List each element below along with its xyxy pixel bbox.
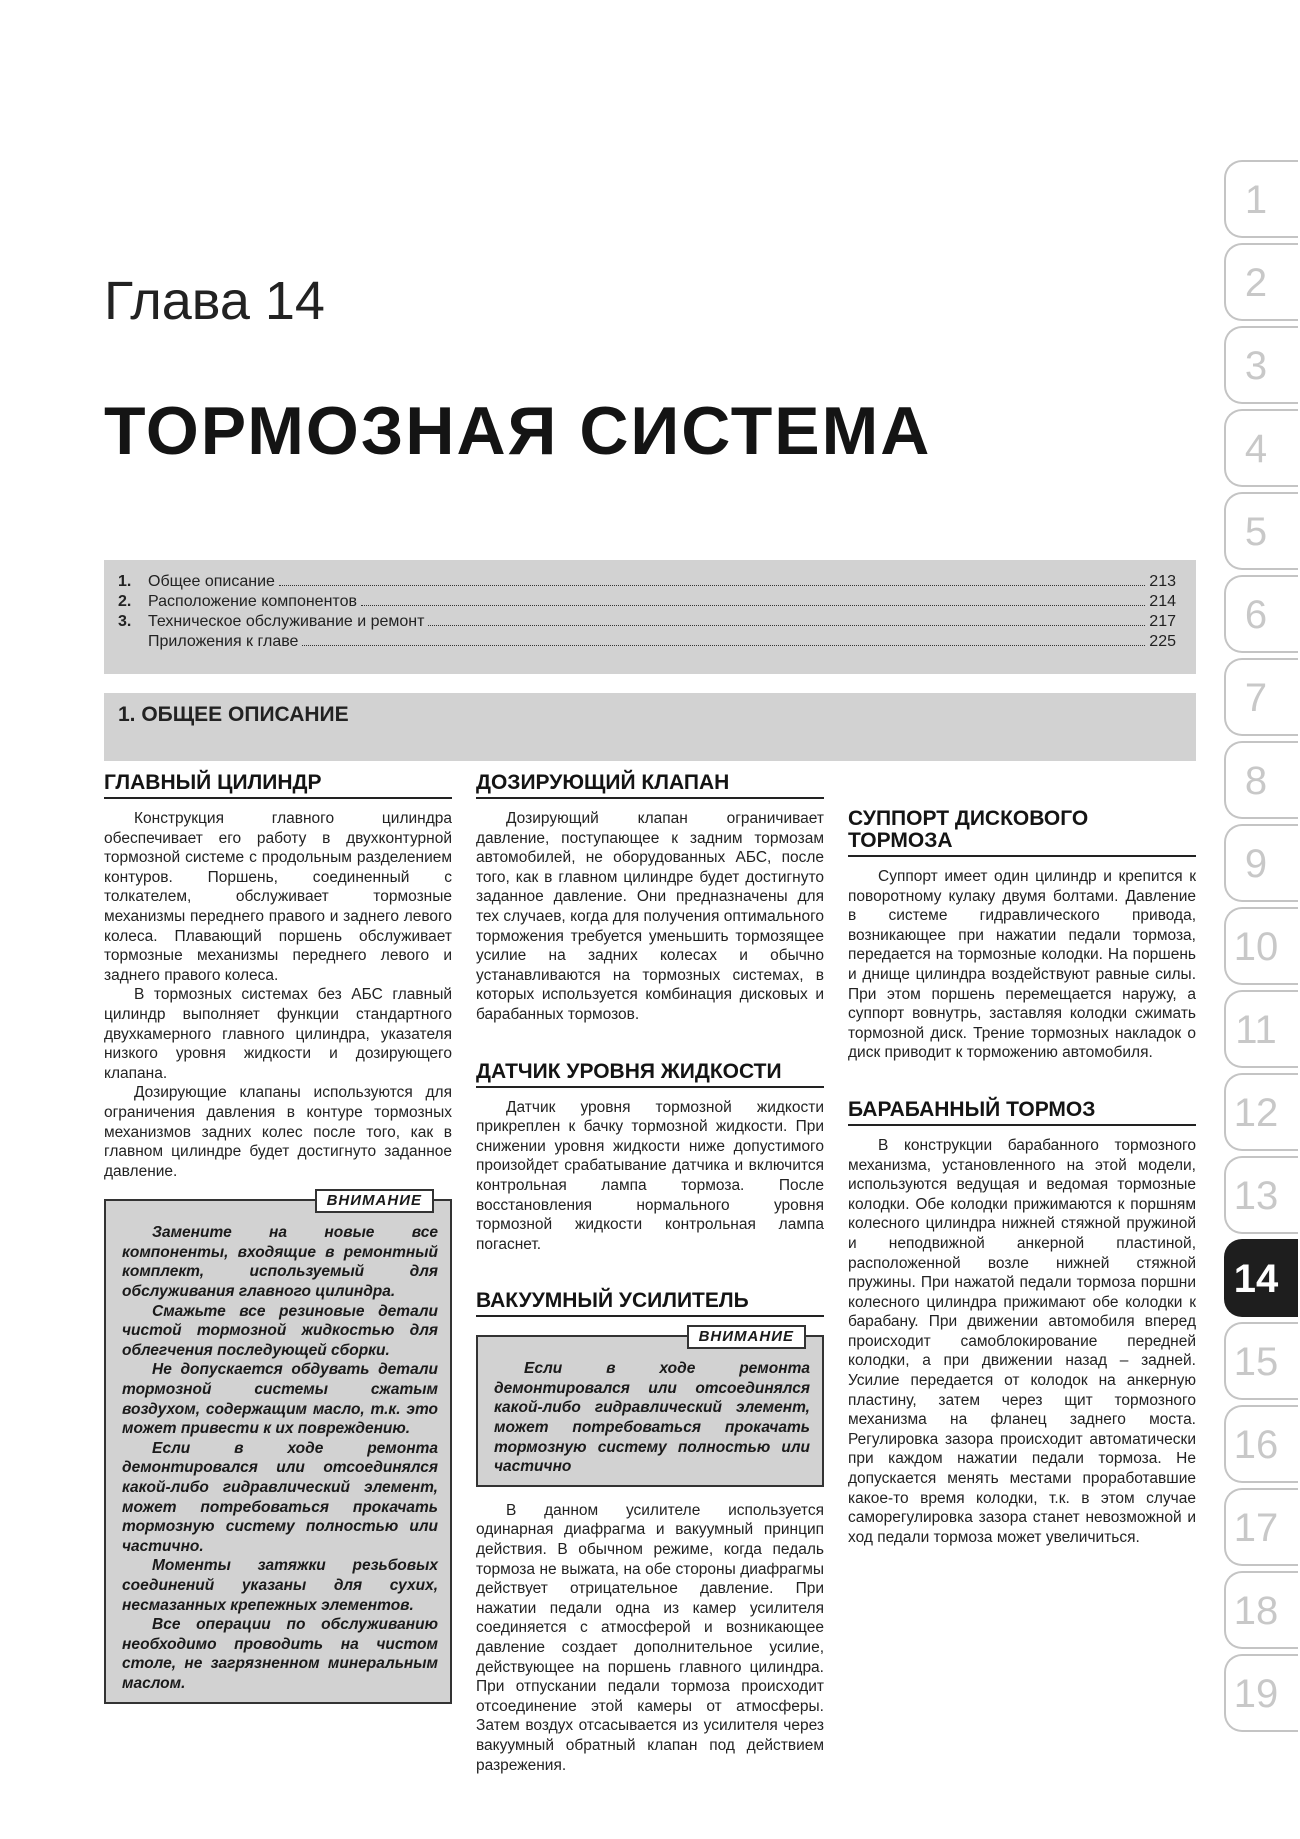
chapter-tab-label: 7: [1244, 676, 1268, 720]
warning-text: Замените на новые все компоненты, входящие в ремонтный комплект, используемый для обслуживания главного цилиндра.: [122, 1224, 438, 1301]
chapter-tab-label: 9: [1244, 842, 1268, 886]
chapter-tab-12[interactable]: [1224, 1073, 1298, 1151]
toc-leader: [279, 585, 1145, 586]
toc-page: 217: [1149, 613, 1176, 630]
toc-item[interactable]: [104, 612, 1196, 632]
chapter-tab-label: 14: [1233, 1257, 1279, 1301]
toc-leader: [302, 645, 1145, 646]
toc-num: 3.: [118, 613, 132, 630]
chapter-tab-2[interactable]: [1224, 243, 1298, 321]
paragraph: Дозирующие клапаны используются для ограничения давления в контуре тормозных механизмов задних колес после того, как в главном цилиндре будет достигнуто заданное давление.: [104, 1084, 452, 1180]
chapter-tab-label: 10: [1233, 925, 1279, 969]
chapter-tab-16[interactable]: [1224, 1405, 1298, 1483]
chapter-tab-label: 12: [1233, 1091, 1279, 1135]
table-of-contents: [104, 560, 1196, 674]
chapter-tab-11[interactable]: [1224, 990, 1298, 1068]
paragraph: Датчик уровня тормозной жидкости прикреплен к бачку тормозной жидкости. При снижении уровня жидкости ниже допустимого произойдет срабатывание датчика и включится контрольная лампа тормоза. После восстановления нормального уровня тормозной жидкости контрольная лампа погаснет.: [476, 1098, 824, 1253]
toc-leader: [428, 625, 1145, 626]
warning-text: Если в ходе ремонта демонтировался или отсоединялся какой-либо гидравлический элемент, может потребоваться прокачать тормозную систему полностью или частично.: [122, 1439, 438, 1555]
chapter-tab-label: 6: [1244, 593, 1268, 637]
warning-box: [476, 1328, 824, 1487]
chapter-tab-7[interactable]: [1224, 658, 1298, 736]
chapter-tab-label: 13: [1233, 1174, 1279, 1218]
paragraph: В тормозных системах без АБС главный цилиндр выполняет функции стандартного двухкамерного главного цилиндра, указателя низкого уровня жидкости и дозирующего клапана.: [104, 986, 452, 1082]
chapter-tab-label: 11: [1235, 1008, 1277, 1052]
section-header: [104, 693, 1196, 761]
chapter-tab-label: 18: [1233, 1589, 1279, 1633]
chapter-tab-label: 16: [1233, 1423, 1279, 1467]
paragraph: В данном усилителе используется одинарная диафрагма и вакуумный принцип действия. В обычном режиме, когда педаль тормоза не выжата, на обе стороны диафрагмы действует отрицательное давление. При нажатии педали одна из камер усилителя соединяется с атмосферой и возникающее давление создает дополнительное усилие, действующее на поршень главного цилиндра. При отпускании педали тормоза происходит отсоединение этой камеры от атмосферы. Затем воздух отсасывается из усилителя через вакуумный обратный клапан под действием разрежения.: [476, 1501, 824, 1774]
toc-item[interactable]: [104, 632, 1196, 652]
warning-box: [104, 1192, 452, 1703]
toc-page: 213: [1149, 573, 1176, 590]
paragraph: Дозирующий клапан ограничивает давление, поступающее к задним тормозам автомобилей, не оборудованных АБС, после того, как в главном цилиндре будет достигнуто заданное давление. Они предназначены для тех случаев, когда для получения оптимального торможения требуется уменьшить тормозящее усилие на задних колесах и обычно устанавливаются на тормозных системах, в которых используется комбинация дисковых и барабанных тормозов.: [476, 810, 824, 1023]
chapter-tab-5[interactable]: [1224, 492, 1298, 570]
chapter-title: ТОРМОЗНАЯ СИСТЕМА: [104, 393, 932, 469]
chapter-tab-label: 4: [1244, 427, 1268, 471]
column-middle: [476, 772, 824, 1775]
chapter-tab-10[interactable]: [1224, 907, 1298, 985]
chapter-tab-label: 19: [1233, 1672, 1279, 1716]
heading-metering-valve: ДОЗИРУЮЩИЙ КЛАПАН: [476, 772, 824, 799]
chapter-tab-label: 17: [1233, 1506, 1279, 1550]
warning-text: Моменты затяжки резьбовых соединений указаны для сухих, несмазанных крепежных элементов.: [122, 1557, 438, 1614]
warning-text: Смажьте все резиновые детали чистой тормозной жидкостью для облегчения последующей сборки.: [122, 1302, 438, 1359]
toc-num: 2.: [118, 593, 132, 610]
toc-item[interactable]: [104, 572, 1196, 592]
toc-page: 225: [1149, 633, 1176, 650]
toc-leader: [361, 605, 1145, 606]
warning-text: Не допускается обдувать детали тормозной системы сжатым воздухом, содержащим масло, т.к. это может привести к их повреждению.: [122, 1361, 438, 1438]
warning-text: Все операции по обслуживанию необходимо проводить на чистом столе, не загрязненном минеральным маслом.: [122, 1616, 438, 1692]
heading-fluid-sensor: ДАТЧИК УРОВНЯ ЖИДКОСТИ: [476, 1061, 824, 1088]
section-title: 1. ОБЩЕЕ ОПИСАНИЕ: [118, 703, 349, 726]
chapter-tab-label: 3: [1244, 344, 1268, 388]
chapter-tab-1[interactable]: [1224, 160, 1298, 238]
column-right-content: [848, 772, 1196, 1547]
warning-label: ВНИМАНИЕ: [687, 1325, 806, 1349]
heading-disc-caliper: СУППОРТ ДИСКОВОГО ТОРМОЗА: [848, 808, 1196, 857]
chapter-tab-8[interactable]: [1224, 741, 1298, 819]
chapter-tab-3[interactable]: [1224, 326, 1298, 404]
toc-text: Приложения к главе: [148, 633, 299, 650]
paragraph: Суппорт имеет один цилиндр и крепится к поворотному кулаку двумя болтами. Давление в системе гидравлического привода, возникающее при нажатии педали тормоза, передается на тормозные колодки. На поршень и днище цилиндра воздействуют равные силы. При этом поршень перемещается наружу, а суппорт вовнутрь, заставляя колодки сжимать тормозной диск. Трение тормозных накладок о диск приводит к торможению автомобиля.: [848, 868, 1196, 1062]
chapter-tab-label: 1: [1244, 178, 1268, 222]
chapter-tab-label: 5: [1244, 510, 1268, 554]
chapter-tab-label: 2: [1244, 261, 1268, 305]
chapter-tab-19[interactable]: [1224, 1654, 1298, 1732]
heading-drum-brake: БАРАБАННЫЙ ТОРМОЗ: [848, 1099, 1196, 1126]
toc-num: 1.: [118, 573, 132, 590]
toc-text: Техническое обслуживание и ремонт: [148, 613, 425, 630]
warning-text: Если в ходе ремонта демонтировался или отсоединялся какой-либо гидравлический элемент, может потребоваться прокачать тормозную систему полностью или частично: [494, 1360, 810, 1476]
toc-text: Общее описание: [148, 573, 275, 590]
toc-item[interactable]: [104, 592, 1196, 612]
chapter-tab-9[interactable]: [1224, 824, 1298, 902]
paragraph: Конструкция главного цилиндра обеспечивает его работу в двухконтурной тормозной системе с продольным разделением контуров. Поршень, соединенный с толкателем, обслуживает тормозные механизмы переднего правого и заднего левого колеса. Плавающий поршень обслуживает тормозные механизмы переднего левого и заднего правого колеса.: [104, 810, 452, 984]
chapter-tab-6[interactable]: [1224, 575, 1298, 653]
chapter-tab-13[interactable]: [1224, 1156, 1298, 1234]
warning-label: ВНИМАНИЕ: [315, 1189, 434, 1213]
paragraph: В конструкции барабанного тормозного механизма, установленного на этой модели, используются ведущая и ведомая тормозные колодки. Обе колодки прижимаются к поршням колесного цилиндра нижней стяжной пружиной и неподвижной анкерной пластиной, расположенной возле нижней стяжной пружины. При нажатой педали тормоза поршни колесного цилиндра прижимают обе колодки к барабану. При движении автомобиля вперед происходит самоблокирование передней колодки, а при движении назад – задней. Усилие передается от колодок на анкерную пластину, затем через щит тормозного механизма на фланец заднего моста. Регулировка зазора происходит автоматически при каждом нажатии педали тормоза. Не допускается менять местами проработавшие какое-то время колодки, т.к. в этом случае саморегулировка зазора станет невозможной и ход педали тормоза может увеличиться.: [848, 1136, 1196, 1546]
heading-master-cylinder: ГЛАВНЫЙ ЦИЛИНДР: [104, 772, 452, 799]
chapter-tab-15[interactable]: [1224, 1322, 1298, 1400]
chapter-tab-4[interactable]: [1224, 409, 1298, 487]
chapter-tab-17[interactable]: [1224, 1488, 1298, 1566]
chapter-tab-label: 8: [1244, 759, 1268, 803]
chapter-tab-14[interactable]: [1224, 1239, 1298, 1317]
column-left: [104, 772, 452, 1704]
toc-text: Расположение компонентов: [148, 593, 357, 610]
heading-vacuum-booster: ВАКУУМНЫЙ УСИЛИТЕЛЬ: [476, 1290, 824, 1317]
chapter-tab-label: 15: [1233, 1340, 1279, 1384]
toc-page: 214: [1149, 593, 1176, 610]
chapter-label: Глава 14: [104, 271, 325, 331]
chapter-tab-18[interactable]: [1224, 1571, 1298, 1649]
